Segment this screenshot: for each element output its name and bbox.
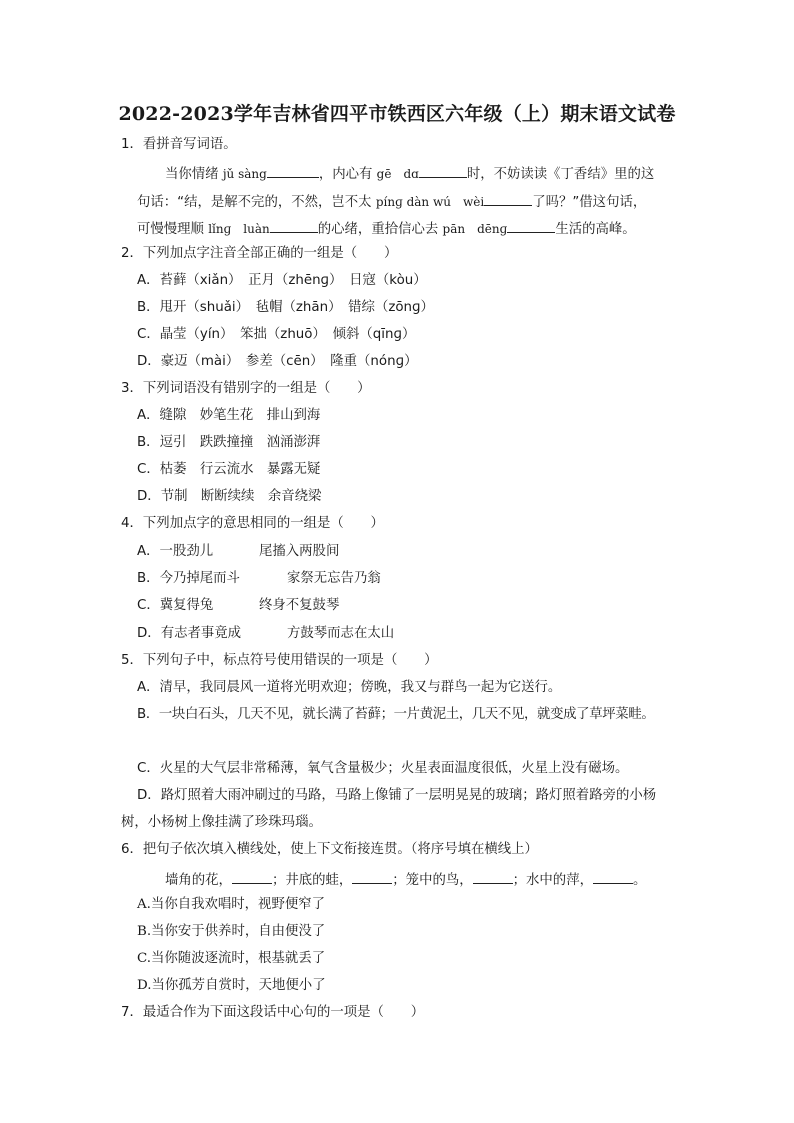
option-word: B．今乃掉尾而斗 [137, 571, 240, 586]
q1-text: 时，不妨读读《丁香结》里的这 [466, 167, 655, 182]
question-4-stem: 4．下列加点字的意思相同的一组是（ ） [121, 516, 384, 531]
answer-blank[interactable] [419, 162, 467, 178]
answer-blank[interactable] [352, 868, 392, 884]
pinyin: pān dēnɡ [442, 222, 508, 236]
q1-text: 了吗？”借这句话， [532, 195, 647, 210]
q6-text: ；水中的萍， [512, 873, 593, 888]
question-5-option-d-line-1[interactable]: D．路灯照着大雨冲刷过的马路，马路上像铺了一层明晃晃的玻璃；路灯照着路旁的小杨 [137, 788, 657, 803]
option-word: A．一股劲儿 [137, 544, 214, 559]
question-5-stem: 5．下列句子中，标点符号使用错误的一项是（ ） [121, 653, 438, 668]
question-5-option-c[interactable]: C．火星的大气层非常稀薄，氧气含量极少；火星表面温度很低，火星上没有磁场。 [137, 761, 629, 776]
q1-text: 的心绪，重拾信心去 [317, 222, 443, 237]
question-2-option-c[interactable]: C．晶莹（yín） 笨拙（zhuō） 倾斜（qīnɡ） [137, 327, 416, 342]
question-6-sentence [165, 868, 646, 891]
question-1-stem: 1．看拼音写词语。 [121, 137, 237, 152]
question-1-line-2 [137, 190, 646, 213]
answer-blank[interactable] [593, 868, 633, 884]
option-phrase: 终身不复鼓琴 [259, 598, 340, 613]
question-5-option-d-line-2: 树，小杨树上像挂满了珍珠玛瑙。 [121, 815, 322, 830]
question-6-option-b[interactable]: B.当你安于供养时，自由便没了 [137, 924, 326, 939]
q1-text: ，内心有 [318, 167, 377, 182]
question-7-stem: 7．最适合作为下面这段话中心句的一项是（ ） [121, 1005, 425, 1020]
question-6-option-a[interactable]: A.当你自我欢唱时，视野便窄了 [137, 897, 326, 912]
pinyin: gē dɑ [376, 167, 419, 181]
option-phrase: 家祭无忘告乃翁 [287, 571, 381, 586]
question-4-option-c[interactable] [137, 596, 339, 616]
q1-text: 句话：“结，是解不完的，不然，岂不太 [137, 195, 376, 210]
question-1-line-1 [165, 162, 654, 185]
pinyin: pínɡ dàn wú wèi [375, 195, 485, 209]
question-3-option-c[interactable]: C．枯萎 行云流水 暴露无疑 [137, 462, 321, 477]
answer-blank[interactable] [232, 868, 272, 884]
page-title: 2022-2023学年吉林省四平市铁西区六年级（上）期末语文试卷 [118, 103, 676, 125]
question-3-option-a[interactable]: A．缝隙 妙笔生花 排山到海 [137, 408, 321, 423]
option-phrase: 尾搐入两股间 [259, 544, 340, 559]
pinyin: lǐnɡ luàn [208, 222, 270, 236]
question-4-option-b[interactable] [137, 569, 381, 589]
question-1-line-3 [137, 217, 636, 240]
q1-text: 生活的高峰。 [555, 222, 636, 237]
q6-text: ；井底的蛙， [271, 873, 353, 888]
question-3-option-d[interactable]: D．节制 断断续续 余音绕梁 [137, 489, 322, 504]
question-5-option-a[interactable]: A．清早，我同晨风一道将光明欢迎；傍晚，我又与群鸟一起为它送行。 [137, 680, 562, 695]
question-4-option-a[interactable] [137, 542, 339, 562]
option-word: C．冀复得兔 [137, 598, 214, 613]
question-5-option-b[interactable]: B．一块白石头，几天不见，就长满了苔藓；一片黄泥土，几天不见，就变成了草坪菜畦。 [137, 707, 655, 722]
question-2-stem: 2．下列加点字注音全部正确的一组是（ ） [121, 246, 398, 261]
question-2-option-a[interactable]: A．苔藓（xiǎn） 正月（zhēnɡ） 日寇（kòu） [137, 273, 427, 288]
pinyin: jǔ sàng [222, 167, 267, 181]
option-word: D．有志者事竟成 [137, 626, 242, 641]
q1-text: 可慢慢理顺 [137, 222, 209, 237]
answer-blank[interactable] [473, 868, 513, 884]
answer-blank[interactable] [507, 217, 555, 233]
question-6-option-d[interactable]: D.当你孤芳自赏时，天地便小了 [137, 978, 326, 993]
question-6-option-c[interactable]: C.当你随波逐流时，根基就丢了 [137, 951, 326, 966]
question-6-stem: 6．把句子依次填入横线处，使上下文衔接连贯。（将序号填在横线上） [121, 842, 538, 857]
answer-blank[interactable] [267, 162, 319, 178]
question-3-stem: 3．下列词语没有错别字的一组是（ ） [121, 381, 371, 396]
question-2-option-d[interactable]: D．豪迈（mài） 参差（cēn） 隆重（nónɡ） [137, 354, 418, 369]
q6-text: 。 [632, 873, 647, 888]
q1-text: 当你情绪 [165, 167, 223, 182]
q6-text: ；笼中的鸟， [392, 873, 473, 888]
question-3-option-b[interactable]: B．逗引 跌跌撞撞 汹涌澎湃 [137, 435, 321, 450]
option-phrase: 方鼓琴而志在太山 [287, 626, 395, 641]
question-2-option-b[interactable]: B．甩开（shuǎi） 毡帽（zhān） 错综（zōnɡ） [137, 300, 434, 315]
answer-blank[interactable] [484, 190, 532, 206]
question-4-option-d[interactable] [137, 624, 394, 644]
answer-blank[interactable] [270, 217, 318, 233]
q6-text: 墙角的花， [165, 873, 232, 888]
